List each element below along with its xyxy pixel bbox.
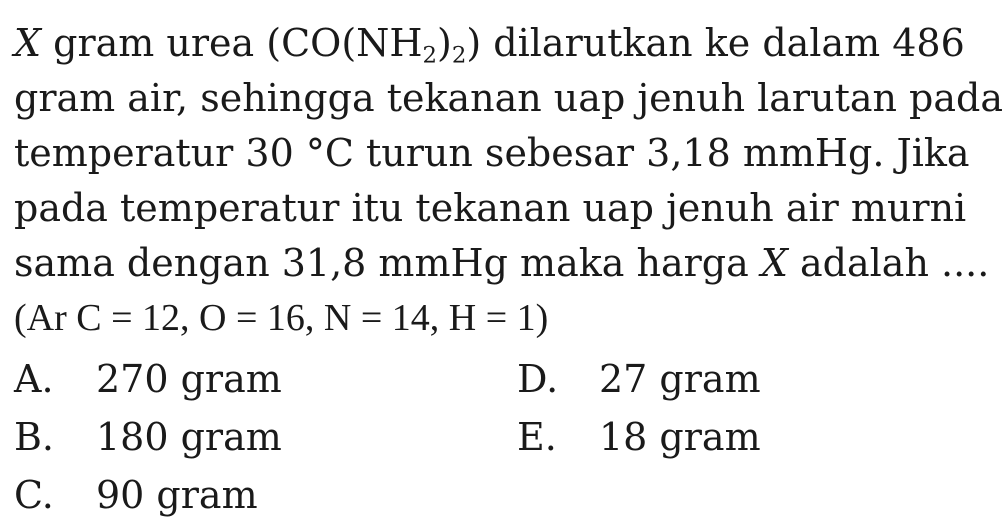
option-b[interactable]: B. 180 gram bbox=[14, 415, 282, 459]
question-line-4: pada temperatur itu tekanan uap jenuh air murni bbox=[14, 186, 967, 230]
option-d[interactable]: D. 27 gram bbox=[517, 357, 761, 401]
question-line-3: temperatur 30 °C turun sebesar 3,18 mmHg. Jika bbox=[14, 131, 970, 175]
question-line-1: X gram urea $(CO(NH_2)_2)$ dilarutkan ke dalam 486 bbox=[14, 21, 965, 69]
question-line-2: gram air, sehingga tekanan uap jenuh larutan pada bbox=[14, 76, 1003, 120]
variable-x: X bbox=[14, 21, 42, 65]
question-line-5: sama dengan 31,8 mmHg maka harga X adalah .... bbox=[14, 241, 990, 285]
option-e[interactable]: E. 18 gram bbox=[517, 415, 761, 459]
atomic-masses: (Ar C = 12, O = 16, N = 14, H = 1) bbox=[14, 297, 549, 339]
question-text bbox=[14, 16, 1003, 346]
option-a[interactable]: A. 270 gram bbox=[14, 357, 282, 401]
option-c[interactable]: C. 90 gram bbox=[14, 473, 258, 517]
variable-x: X bbox=[760, 241, 788, 285]
answer-options bbox=[14, 350, 944, 524]
